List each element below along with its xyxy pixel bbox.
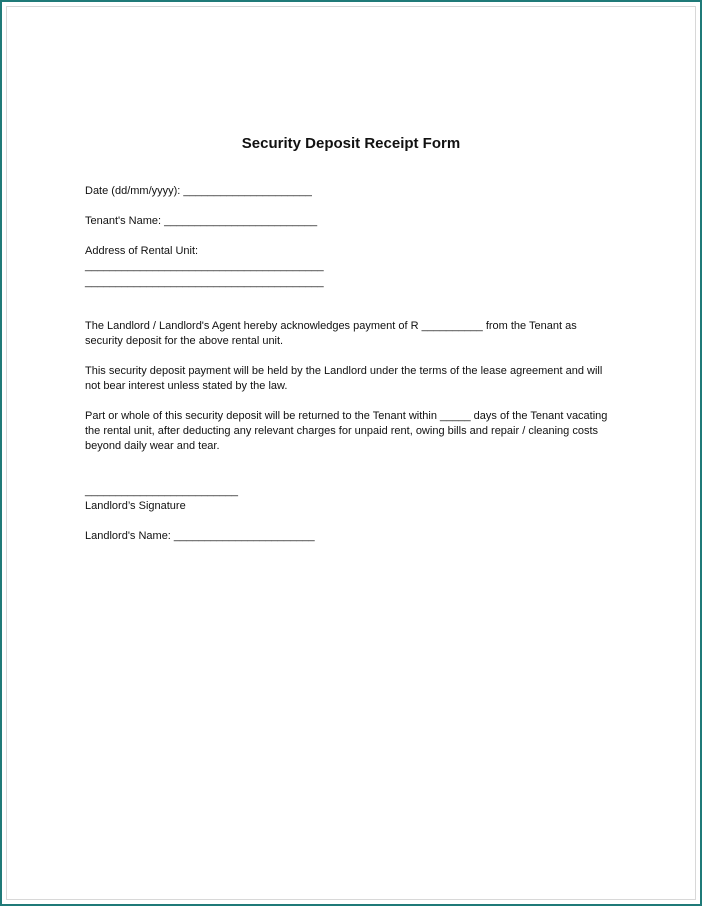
signature-label: Landlord’s Signature (85, 500, 186, 512)
address-label: Address of Rental Unit: (85, 245, 199, 257)
tenant-name-field-line: Tenant's Name: _________________________ (85, 215, 318, 227)
date-field-line: Date (dd/mm/yyyy): _____________________ (85, 185, 312, 197)
address-line-2: _______________________________________ (85, 276, 324, 288)
form-title: Security Deposit Receipt Form (241, 135, 461, 152)
interest-paragraph: This security deposit payment will be held by the Landlord under the terms of the lease agreement and will not bear interest unless stated by the law. (85, 365, 603, 392)
acknowledgement-paragraph: The Landlord / Landlord's Agent hereby acknowledges payment of R __________ from the Tenant as security deposit for the above rental unit. (85, 320, 577, 347)
return-paragraph: Part or whole of this security deposit will be returned to the Tenant within _____ days of the Tenant vacating the rental unit, after deducting any relevant charges for unpaid rent, owing bills and repair / cleaning costs beyond daily wear and tear. (85, 410, 608, 452)
landlord-name-field-line: Landlord's Name: _______________________ (85, 530, 315, 542)
address-line-1: _______________________________________ (85, 260, 324, 272)
signature-line: _________________________ (85, 485, 238, 497)
